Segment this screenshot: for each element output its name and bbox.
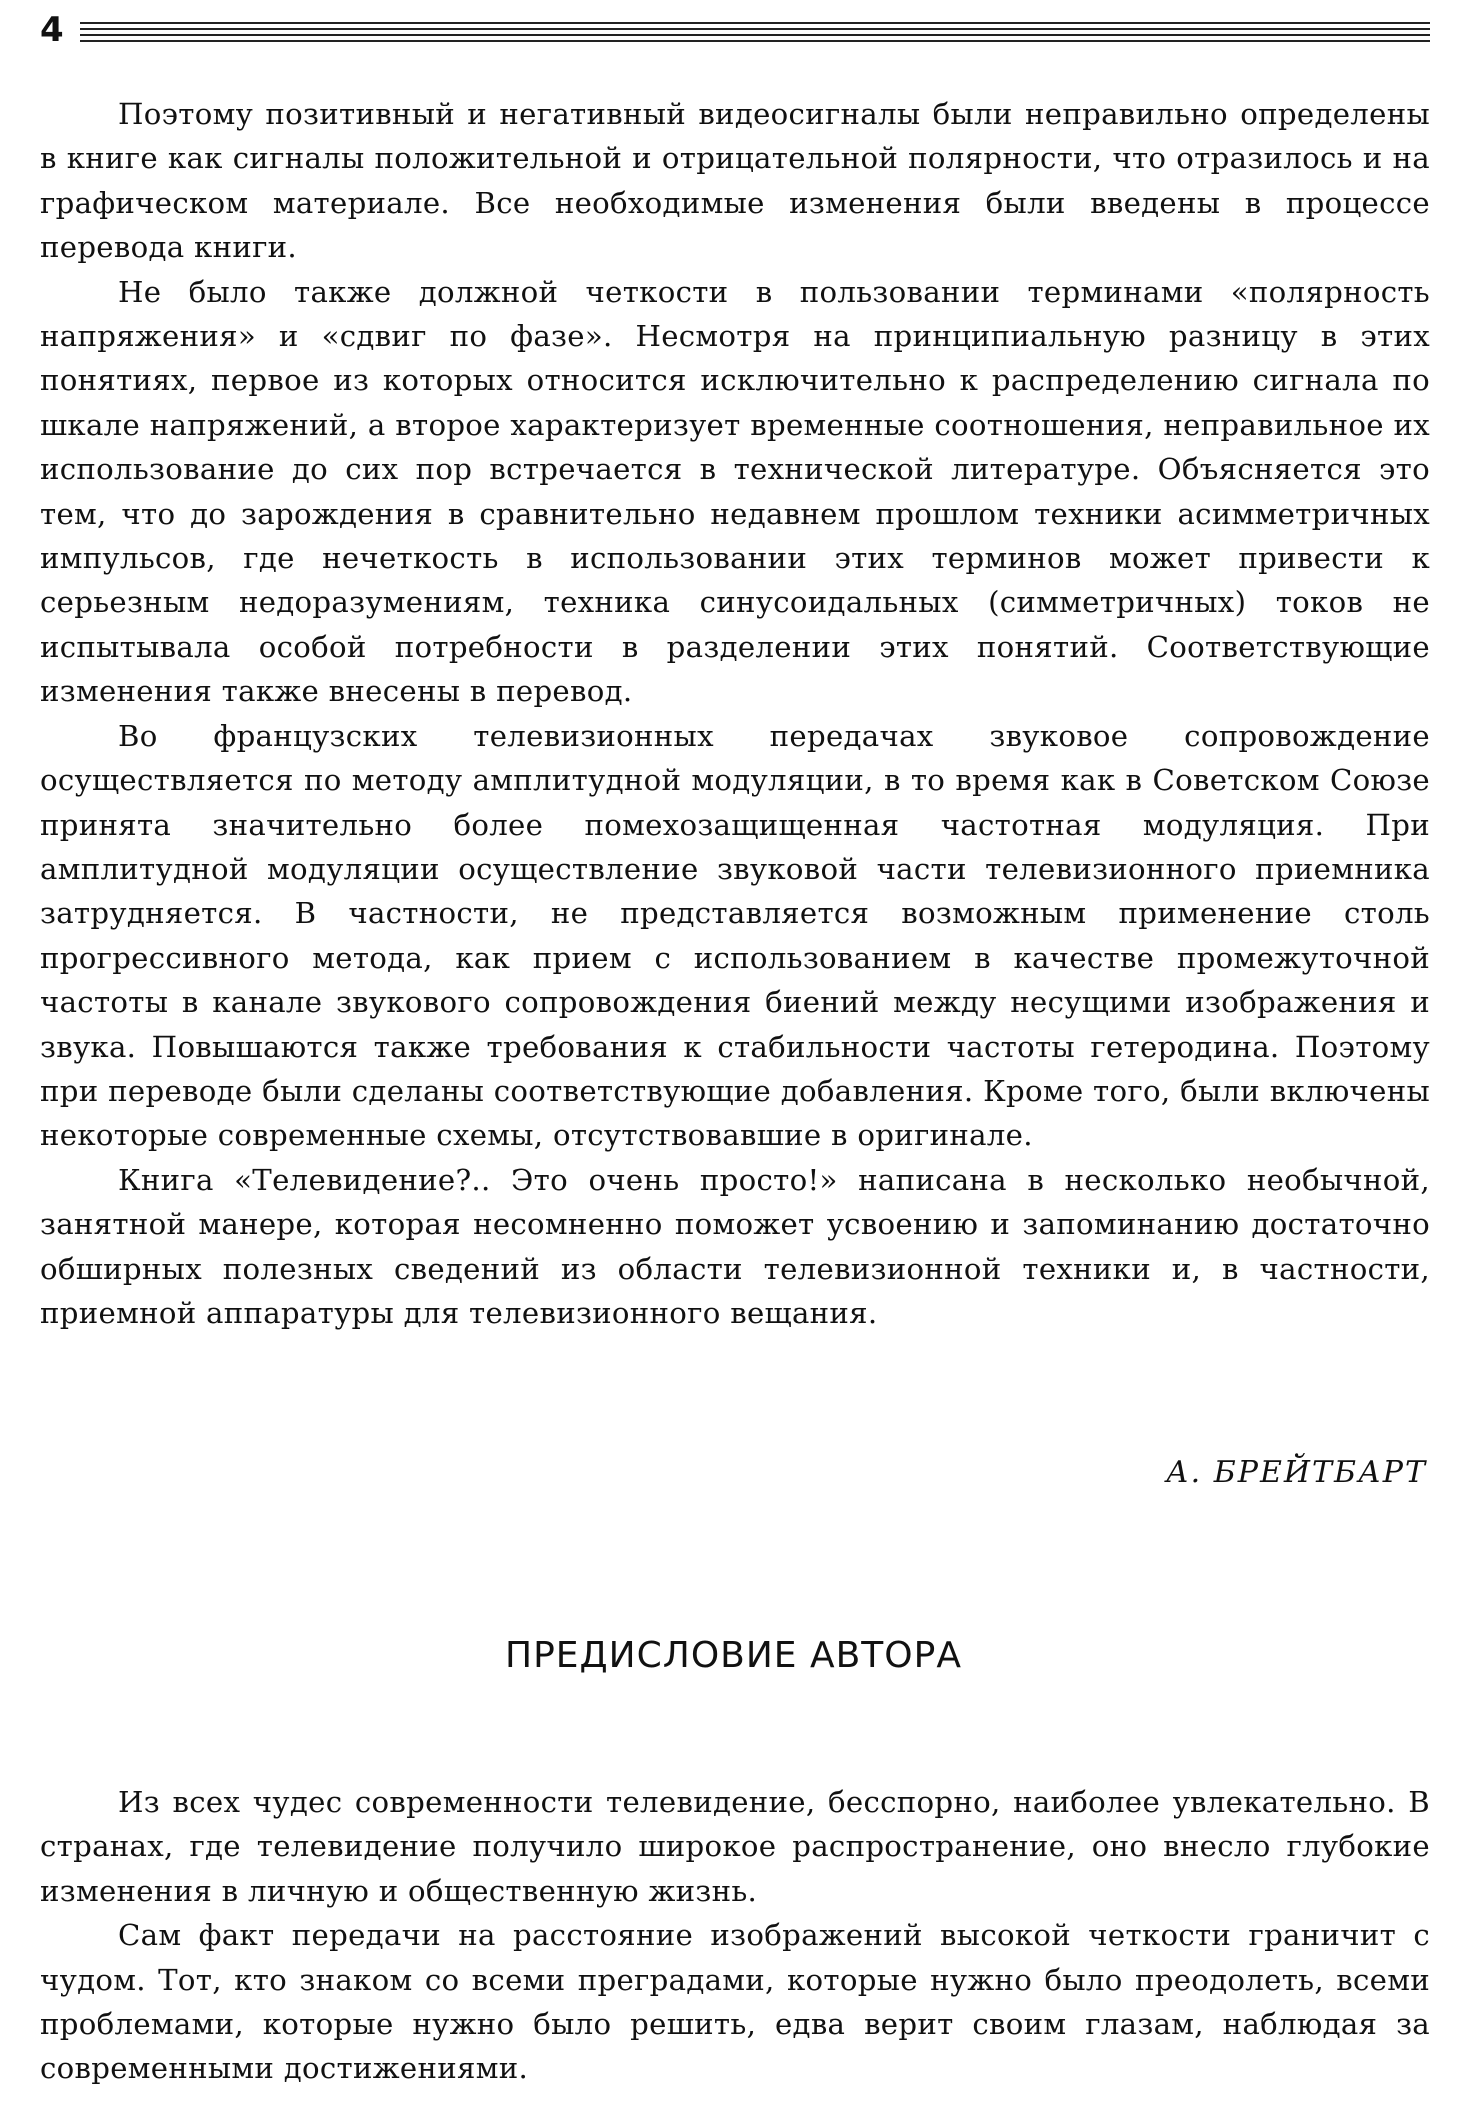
paragraph: Книга «Телевидение?.. Это очень просто!» написана в несколько необычной, занятной манере, которая несомненно поможет усвоению и запоминанию достаточно обширных полезных сведений из области телевизионной техники и, в частности, приемной аппаратуры для телевизионного вещания.: [40, 1162, 1430, 1330]
paragraph: Сам факт передачи на расстояние изображений высокой четкости граничит с чудом. Тот, кто знаком со всеми преградами, которые нужно было преодолеть, всеми проблемами, которые нужно было решить, едва верит своим глазам, наблюдая за современными достижениями.: [40, 1918, 1430, 2086]
body-text: [40, 92, 1430, 1335]
preface-text: [40, 1780, 1430, 2091]
paragraph: Поэтому позитивный и негативный видеосигналы были неправильно определены в книге как сигналы положительной и отрицательной полярности, что отразилось и на графическом материале. Все необходимые изменения были введены в процессе перевода книги.: [40, 97, 1430, 265]
page-header: [40, 10, 1430, 54]
header-rule: [80, 22, 1430, 24]
paragraph: Не было также должной четкости в пользовании терминами «полярность напряжения» и «сдвиг по фазе». Несмотря на принципиальную разницу в этих понятиях, первое из которых относится исключительно к распределению сигнала по шкале напряжений, а второе характеризует временные соотношения, неправильное их использование до сих пор встречается в технической литературе. Объясняется это тем, что до зарождения в сравнительно недавнем прошлом техники асимметричных импульсов, где нечеткость в использовании этих терминов может привести к серьезным недоразумениям, техника синусоидальных (симметричных) токов не испытывала особой потребности в разделении этих понятий. Соответствующие изменения также внесены в перевод.: [40, 274, 1430, 709]
paragraph: Во французских телевизионных передачах звуковое сопровождение осуществляется по методу амплитудной модуляции, в то время как в Советском Союзе принята значительно более помехозащищенная частотная модуляция. При амплитудной модуляции осуществление звуковой части телевизионного приемника затрудняется. В частности, не представляется возможным применение столь прогрессивного метода, как прием с использованием в качестве промежуточной частоты в канале звукового сопровождения биений между несущими изображения и звука. Повышаются также требования к стабильности частоты гетеродина. Поэтому при переводе были сделаны соответствующие добавления. Кроме того, были включены некоторые современные схемы, отсутствовавшие в оригинале.: [40, 718, 1430, 1153]
paragraph: Из всех чудес современности телевидение, бесспорно, наиболее увлекательно. В странах, где телевидение получило широкое распространение, оно внесло глубокие изменения в личную и общественную жизнь.: [40, 1785, 1430, 1908]
header-rule: [80, 28, 1430, 30]
header-rule: [80, 34, 1430, 36]
page-number: 4: [40, 10, 64, 50]
author-signature: А. БРЕЙТБАРТ: [1165, 1455, 1427, 1490]
section-title: ПРЕДИСЛОВИЕ АВТОРА: [505, 1635, 962, 1676]
header-rule: [80, 40, 1430, 42]
